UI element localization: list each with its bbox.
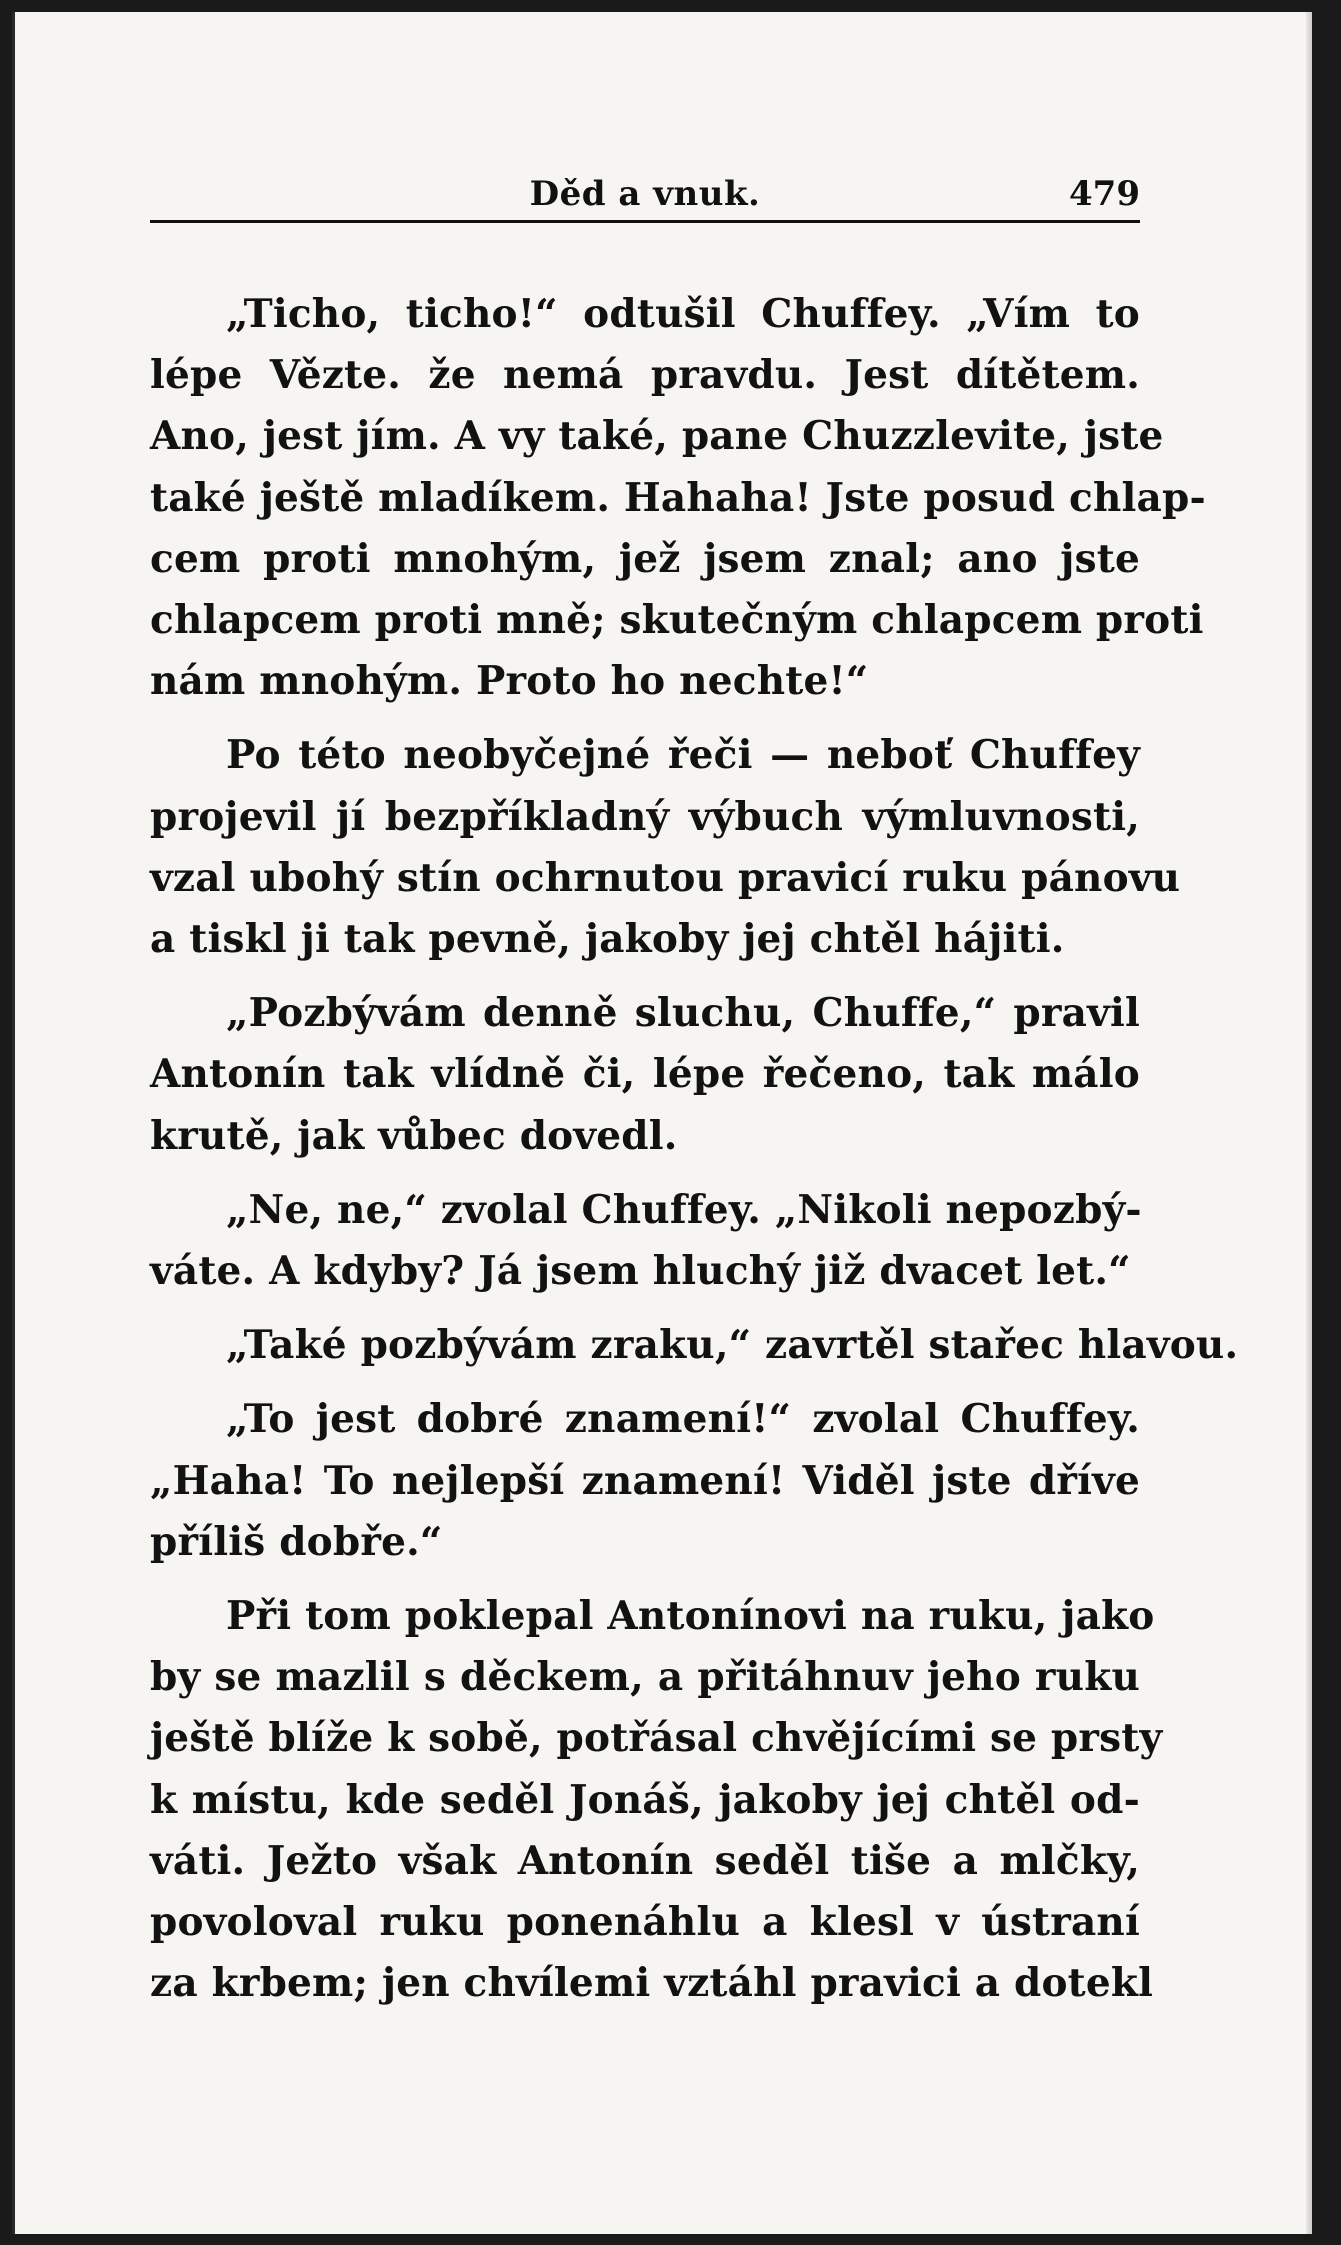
text-line: Při tom poklepal Antonínovi na ruku, jako	[226, 1593, 1155, 1640]
page-edge	[1306, 12, 1312, 2234]
paragraph-4	[150, 1180, 1140, 1302]
running-title: Děd a vnuk.	[529, 174, 761, 214]
paragraph-2	[150, 725, 1181, 970]
paragraph-5	[150, 1315, 1239, 1376]
paragraph-7	[150, 1586, 1163, 2014]
paragraph-6	[150, 1389, 1140, 1573]
text-line: také ještě mladíkem. Hahaha! Jste posud chlap-	[150, 474, 1206, 521]
text-line: „Haha! To nejlepší znamení! Viděl jste dříve	[150, 1457, 1140, 1504]
text-line: Antonín tak vlídně či, lépe řečeno, tak málo	[150, 1051, 1140, 1098]
text-line: lépe Vězte. že nemá pravdu. Jest dítětem.	[150, 352, 1140, 399]
text-line: „Pozbývám denně sluchu, Chuffe,“ pravil	[226, 990, 1140, 1037]
text-line: „Také pozbývám zraku,“ zavrtěl stařec hlavou.	[226, 1322, 1239, 1369]
paragraph-1	[150, 284, 1206, 712]
text-line: povoloval ruku ponenáhlu a klesl v ústraní	[150, 1899, 1140, 1946]
text-line: by se mazlil s děckem, a přitáhnuv jeho ruku	[150, 1654, 1140, 1701]
text-line: ještě blíže k sobě, potřásal chvějícími se prsty	[150, 1715, 1163, 1762]
page-number: 479	[1069, 174, 1140, 214]
text-line: cem proti mnohým, jež jsem znal; ano jste	[150, 535, 1140, 582]
text-line: „Ne, ne,“ zvolal Chuffey. „Nikoli nepozbý-	[226, 1186, 1142, 1233]
text-line: nám mnohým. Proto ho nechte!“	[150, 658, 869, 705]
text-line: k místu, kde seděl Jonáš, jakoby jej chtěl od-	[150, 1776, 1140, 1823]
text-line: a tiskl ji tak pevně, jakoby jej chtěl hájiti.	[150, 916, 1065, 963]
text-line: Po této neobyčejné řeči — neboť Chuffey	[226, 732, 1140, 779]
page-header	[150, 170, 1140, 223]
book-page	[12, 12, 1312, 2234]
text-line: váte. A kdyby? Já jsem hluchý již dvacet let.“	[150, 1248, 1131, 1295]
body-text	[150, 284, 1239, 2027]
text-line: „Ticho, ticho!“ odtušil Chuffey. „Vím to	[226, 291, 1140, 337]
text-line: váti. Ježto však Antonín seděl tiše a mlčky,	[150, 1837, 1140, 1884]
text-line: za krbem; jen chvílemi vztáhl pravici a dotekl	[150, 1960, 1154, 2007]
text-line: příliš dobře.“	[150, 1518, 443, 1565]
text-line: Ano, jest jím. A vy také, pane Chuzzlevite, jste	[150, 413, 1164, 460]
text-line: krutě, jak vůbec dovedl.	[150, 1112, 678, 1159]
text-line: projevil jí bezpříkladný výbuch výmluvnosti,	[150, 793, 1140, 840]
text-line: chlapcem proti mně; skutečným chlapcem proti	[150, 597, 1204, 644]
text-line: vzal ubohý stín ochrnutou pravicí ruku pánovu	[150, 854, 1181, 901]
text-line: „To jest dobré znamení!“ zvolal Chuffey.	[226, 1396, 1140, 1443]
paragraph-3	[150, 983, 1140, 1167]
